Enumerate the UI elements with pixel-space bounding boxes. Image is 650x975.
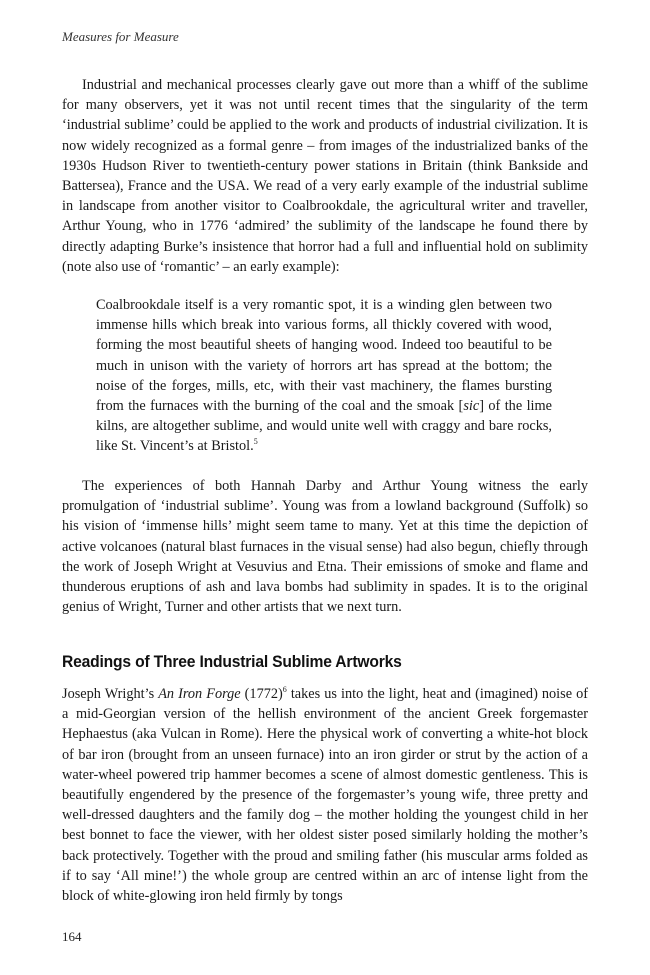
body-paragraph: Industrial and mechanical processes clearly gave out more than a whiff of the sublime for many observers, yet it was not until recent times that the singularity of the term ‘industrial sublime’ could be applied to the work and products of industrial civilization. It is now widely recognized as a formal genre – from images of the industrialized banks of the 1930s Hudson River to twentieth-century power stations in Britain (think Bankside and Battersea), France and the USA. We read of a very early example of the industrial sublime in landscape from another visitor to Coalbrookdale, the agricultural writer and traveller, Arthur Young, who in 1776 ‘admired’ the sublimity of the landscape he found there by directly adapting Burke’s insistence that horror had a full and influential hold on sublimity (note also use of ‘romantic’ – an early example): [62,77,588,275]
body-paragraph: The experiences of both Hannah Darby and Arthur Young witness the early promulgation of ‘industrial sublime’. Young was from a lowland background (Suffolk) so his vision of ‘immense hills’ might seem tame to many. Yet at this time the depiction of active volcanoes (natural blast furnaces in the visual sense) had also begun, chiefly through the work of Joseph Wright at Vesuvius and Etna. Their emissions of smoke and flame and thunderous eruptions of ash and lava bombs had sublimity in spades. It is to the original genius of Wright, Turner and other artists that we next turn. [62,478,588,616]
artwork-year: (1772) [240,686,283,702]
footnote-marker[interactable]: 5 [253,437,258,447]
block-quote [96,295,552,457]
artwork-title: An Iron Forge [158,686,241,702]
page-number: 164 [62,929,82,944]
footnote-marker[interactable]: 6 [282,685,287,695]
running-head: Measures for Measure [62,29,179,44]
quote-text-end: ] of the lime kilns, are altogether sublime, and would unite well with craggy and bare rocks, like St. Vincent’s at Bristol. [96,398,552,455]
section-heading: Readings of Three Industrial Sublime Artworks [62,652,402,671]
paragraph-text: takes us into the light, heat and (imagined) noise of a mid-Georgian version of the hellish environment of the ancient Greek forgemaster Hephaestus (aka Vulcan in Rome). Here the physical work of converting a white-hot block of bar iron (brought from an unseen furnace) into an iron girder or strut by the action of a water-wheel powered trip hammer becomes a scene of almost domestic gentleness. This is beautifully engendered by the presence of the forgemaster’s young wife, three pretty and well-dressed daughters and the family dog – the mother holding the youngest child in her best bonnet to face the viewer, with her oldest sister posed similarly holding the mother’s back protectively. Together with the proud and smiling father (his muscular arms folded as if to say ‘All mine!’) the whole group are centred within an arc of intense light from the block of white-glowing iron held firmly by tongs [62,686,588,905]
body-paragraph [62,684,588,906]
paragraph-lead: Joseph Wright’s [62,686,159,702]
quote-text: Coalbrookdale itself is a very romantic spot, it is a winding glen between two immense hills which break into various forms, all thickly covered with wood, forming the most beautiful sheets of hanging wood. Indeed too beautiful to be much in unison with the variety of horrors art has spread at the bottom; the noise of the forges, mills, etc, with their vast machinery, the flames bursting from the furnaces with the burning of the coal and the smoak [ [96,297,552,415]
quote-sic: sic [463,398,480,415]
